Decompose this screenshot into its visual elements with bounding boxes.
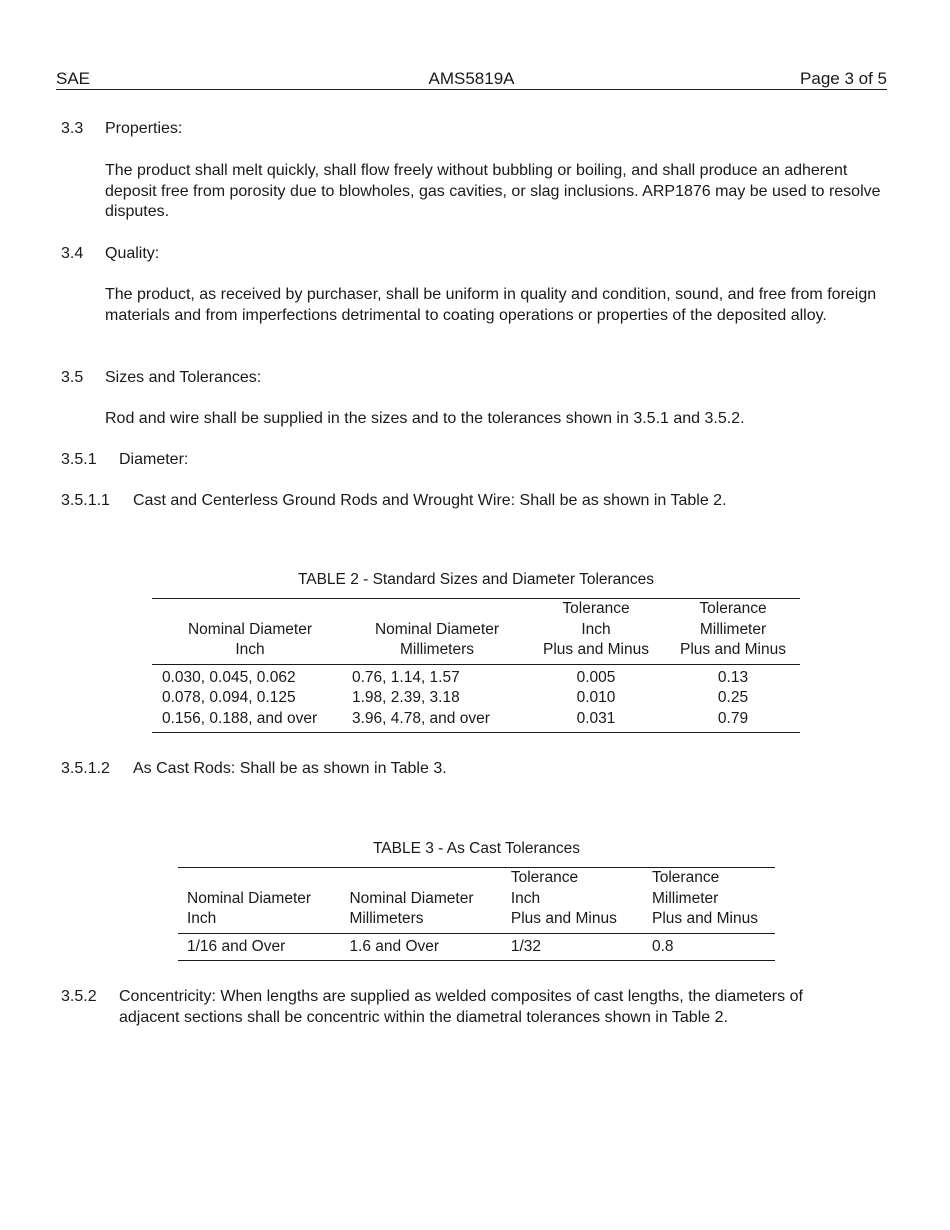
table-2-header-row bbox=[152, 599, 800, 665]
table-row bbox=[152, 709, 800, 733]
table-2-header-nominal-mm: Nominal Diameter Millimeters bbox=[348, 599, 526, 665]
section-3-3-body: The product shall melt quickly, shall flow freely without bubbling or boiling, and shall produce an adherent deposit free from porosity due to blowholes, gas cavities, or slag inclusions. ARP1876 may be used to resolve disputes. bbox=[105, 162, 881, 220]
table-2-header-tolerance-inch: Tolerance Inch Plus and Minus bbox=[526, 599, 666, 665]
table-3-header-tolerance-inch: Tolerance Inch Plus and Minus bbox=[502, 868, 643, 934]
table-cell: 0.13 bbox=[717, 668, 749, 686]
table-cell: 0.010 bbox=[576, 689, 616, 706]
section-3-4-title: Quality: bbox=[105, 245, 160, 262]
section-3-5-2-line-1: Concentricity: When lengths are supplied as welded composites of cast lengths, the diameters of bbox=[119, 988, 803, 1005]
section-3-5-title: Sizes and Tolerances: bbox=[105, 369, 262, 386]
section-3-3-title: Properties: bbox=[105, 120, 183, 137]
table-cell: 1/32 bbox=[502, 933, 643, 961]
table-cell: 0.005 bbox=[576, 668, 616, 686]
table-cell: 1.98, 2.39, 3.18 bbox=[352, 689, 460, 706]
page-header bbox=[56, 69, 887, 90]
table-row bbox=[152, 688, 800, 709]
section-3-5-2-body bbox=[119, 987, 899, 1028]
table-3-header-row bbox=[178, 868, 775, 934]
section-3-5-1-1-number: 3.5.1.1 bbox=[61, 492, 110, 509]
section-3-5-1-number: 3.5.1 bbox=[61, 451, 97, 468]
section-3-5-number: 3.5 bbox=[61, 369, 84, 386]
table-cell: 0.031 bbox=[526, 709, 666, 733]
section-3-5-1-title: Diameter: bbox=[119, 451, 189, 468]
table-2 bbox=[152, 598, 800, 733]
section-3-5-1-2-number: 3.5.1.2 bbox=[61, 760, 110, 777]
section-3-3-number: 3.3 bbox=[61, 120, 84, 137]
table-cell: 0.76, 1.14, 1.57 bbox=[352, 668, 460, 686]
table-3-title: TABLE 3 - As Cast Tolerances bbox=[372, 840, 581, 857]
table-3-header-tolerance-mm: Tolerance Millimeter Plus and Minus bbox=[643, 868, 775, 934]
section-3-4-body: The product, as received by purchaser, shall be uniform in quality and condition, sound, and free from foreign materials and from imperfections detrimental to coating operations or properties of the deposited alloy. bbox=[105, 286, 877, 324]
table-2-title: TABLE 2 - Standard Sizes and Diameter Tolerances bbox=[297, 571, 655, 588]
table-3 bbox=[178, 867, 775, 961]
table-3-header-nominal-mm: Nominal Diameter Millimeters bbox=[340, 868, 501, 934]
table-row bbox=[152, 664, 800, 688]
table-cell: 3.96, 4.78, and over bbox=[348, 709, 526, 733]
table-cell: 1/16 and Over bbox=[178, 933, 340, 961]
table-cell: 0.078, 0.094, 0.125 bbox=[162, 689, 296, 706]
section-3-5-1-2-text: As Cast Rods: Shall be as shown in Table 3. bbox=[133, 760, 447, 777]
table-cell: 1.6 and Over bbox=[340, 933, 501, 961]
table-cell: 0.25 bbox=[717, 689, 749, 706]
table-cell: 0.79 bbox=[666, 709, 800, 733]
table-2-header-tolerance-mm: Tolerance Millimeter Plus and Minus bbox=[666, 599, 800, 665]
section-3-4-number: 3.4 bbox=[61, 245, 84, 262]
section-3-5-2-line-2: adjacent sections shall be concentric within the diametral tolerances shown in Table 2. bbox=[119, 1008, 728, 1026]
table-cell: 0.156, 0.188, and over bbox=[152, 709, 348, 733]
table-2-header-nominal-inch: Nominal Diameter Inch bbox=[152, 599, 348, 665]
header-page-number: Page 3 of 5 bbox=[800, 69, 887, 88]
header-doc-number: AMS5819A bbox=[428, 69, 515, 88]
table-cell: 0.030, 0.045, 0.062 bbox=[162, 668, 296, 686]
section-3-5-1-1-text: Cast and Centerless Ground Rods and Wrought Wire: Shall be as shown in Table 2. bbox=[133, 492, 727, 509]
section-3-5-body: Rod and wire shall be supplied in the sizes and to the tolerances shown in 3.5.1 and 3.5.2. bbox=[105, 410, 745, 427]
table-cell: 0.8 bbox=[643, 933, 775, 961]
table-3-header-nominal-inch: Nominal Diameter Inch bbox=[178, 868, 340, 934]
section-3-5-2-number: 3.5.2 bbox=[61, 988, 97, 1005]
table-row bbox=[178, 933, 775, 961]
header-org: SAE bbox=[56, 69, 91, 88]
